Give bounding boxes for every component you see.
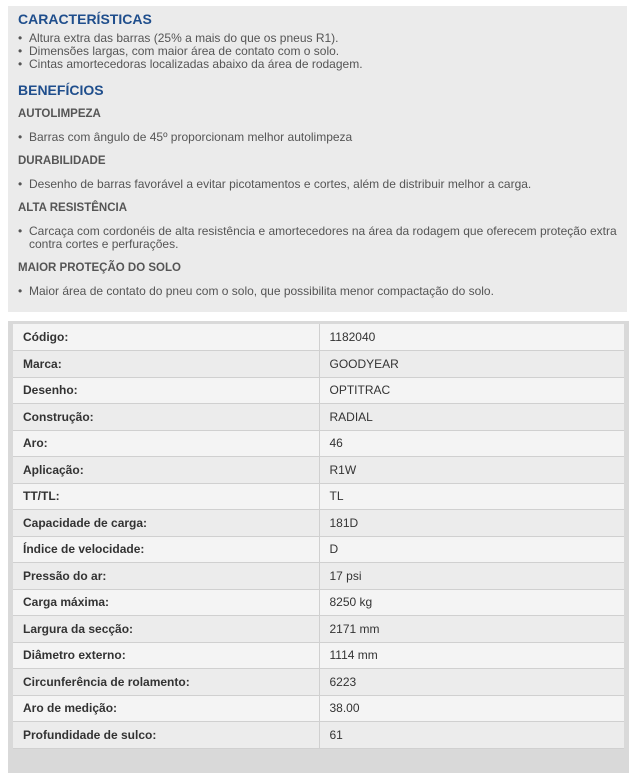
spec-value: 17 psi: [319, 563, 624, 590]
table-row: [13, 669, 624, 696]
list-item: • Maior área de contato do pneu com o solo, que possibilita menor compactação do solo.: [18, 285, 617, 298]
spec-label: TT/TL:: [13, 483, 319, 510]
spec-value: GOODYEAR: [319, 351, 624, 378]
spec-label: Desenho:: [13, 377, 319, 404]
spec-label: Aro de medição:: [13, 695, 319, 722]
table-row: [13, 616, 624, 643]
benefit-heading: MAIOR PROTEÇÃO DO SOLO: [18, 262, 181, 274]
spec-label: Profundidade de sulco:: [13, 722, 319, 749]
spec-value: 1114 mm: [319, 642, 624, 669]
table-row: [13, 324, 624, 351]
spec-label: Construção:: [13, 404, 319, 431]
spec-label: Índice de velocidade:: [13, 536, 319, 563]
caracteristicas-list: [18, 32, 617, 71]
table-row: [13, 563, 624, 590]
benefit-list: [18, 178, 617, 191]
table-row: [13, 642, 624, 669]
table-row: [13, 404, 624, 431]
spec-label: Carga máxima:: [13, 589, 319, 616]
list-item: • Desenho de barras favorável a evitar picotamentos e cortes, além de distribuir melhor a carga.: [18, 178, 617, 191]
spec-label: Pressão do ar:: [13, 563, 319, 590]
specifications-table-panel: [8, 321, 629, 773]
spec-value: D: [319, 536, 624, 563]
table-row: [13, 457, 624, 484]
spec-value: 2171 mm: [319, 616, 624, 643]
spec-label: Aro:: [13, 430, 319, 457]
spec-value: OPTITRAC: [319, 377, 624, 404]
table-row: [13, 589, 624, 616]
list-item: • Carcaça com cordonéis de alta resistência e amortecedores na área da rodagem que oferecem proteção extra contra cortes e perfurações.: [18, 225, 617, 251]
spec-label: Capacidade de carga:: [13, 510, 319, 537]
table-row: [13, 483, 624, 510]
table-row: [13, 722, 624, 749]
list-item: • Barras com ângulo de 45º proporcionam melhor autolimpeza: [18, 131, 617, 144]
table-row: [13, 430, 624, 457]
list-item: • Dimensões largas, com maior área de contato com o solo.: [18, 45, 617, 58]
spec-value: 1182040: [319, 324, 624, 351]
beneficios-title: BENEFÍCIOS: [18, 82, 104, 98]
caracteristicas-title: CARACTERÍSTICAS: [18, 11, 152, 27]
benefit-list: [18, 285, 617, 298]
table-row: [13, 377, 624, 404]
spec-label: Marca:: [13, 351, 319, 378]
spec-value: 46: [319, 430, 624, 457]
spec-value: 181D: [319, 510, 624, 537]
spec-value: TL: [319, 483, 624, 510]
benefit-list: [18, 225, 617, 251]
product-description-panel: [8, 6, 627, 312]
spec-label: Largura da secção:: [13, 616, 319, 643]
spec-label: Aplicação:: [13, 457, 319, 484]
spec-label: Diâmetro externo:: [13, 642, 319, 669]
table-row: [13, 351, 624, 378]
spec-value: 6223: [319, 669, 624, 696]
spec-value: 38.00: [319, 695, 624, 722]
table-row: [13, 510, 624, 537]
benefit-heading: DURABILIDADE: [18, 155, 106, 167]
benefit-heading: ALTA RESISTÊNCIA: [18, 202, 128, 214]
spec-value: 61: [319, 722, 624, 749]
list-item: • Altura extra das barras (25% a mais do que os pneus R1).: [18, 32, 617, 45]
spec-value: RADIAL: [319, 404, 624, 431]
table-row: [13, 695, 624, 722]
spec-value: 8250 kg: [319, 589, 624, 616]
benefit-heading: AUTOLIMPEZA: [18, 108, 101, 120]
table-row: [13, 536, 624, 563]
list-item: • Cintas amortecedoras localizadas abaixo da área de rodagem.: [18, 58, 617, 71]
specifications-table: [13, 324, 624, 749]
spec-label: Código:: [13, 324, 319, 351]
spec-label: Circunferência de rolamento:: [13, 669, 319, 696]
spec-value: R1W: [319, 457, 624, 484]
benefit-list: [18, 131, 617, 144]
